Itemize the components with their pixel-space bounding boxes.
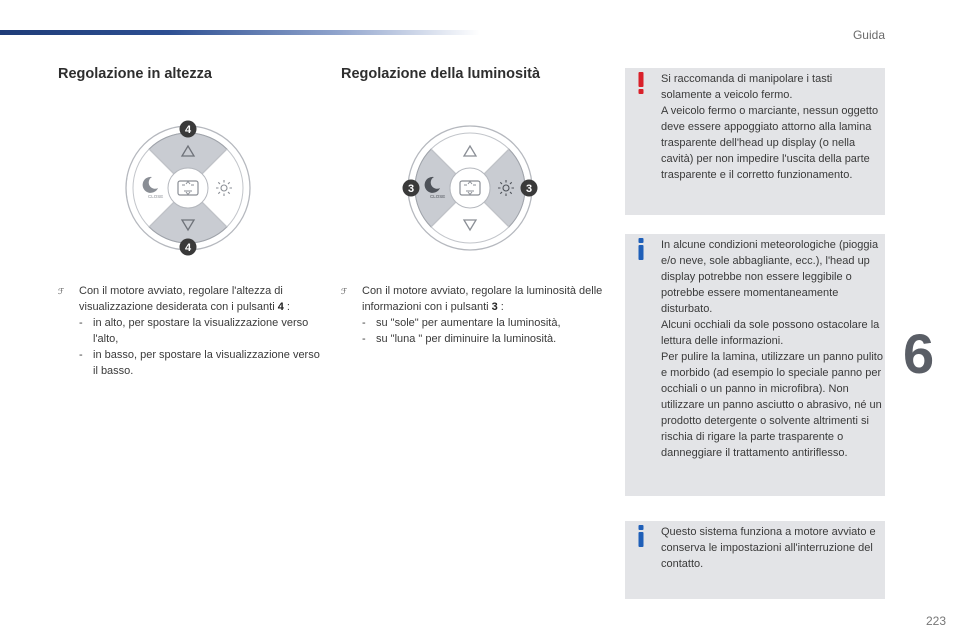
middle-section-title: Regolazione della luminosità [341, 66, 541, 82]
brightness-instructions [341, 283, 603, 347]
section-label: Guida [852, 28, 885, 42]
height-instruction-text: Con il motore avviato, regolare l'altezza di visualizzazione desiderata con i pulsanti 4 : [79, 285, 290, 313]
info-note-system [625, 521, 885, 599]
page-number: 223 [925, 614, 946, 628]
info-note-weather-text: In alcune condizioni meteorologiche (pioggia e/o neve, sole abbagliante, ecc.), l'head up display potrebbe non essere leggibile o potrebbe essere momentaneamente disturbato. Alcuni occhiali da sole possono ostacolare la lettura delle informazioni. Per pulire la lamina, utilizzare un panno pulito e morbido (ad esempio lo speciale panno per occhiali o un panno in microfibra). Non utilizzare un panno asciutto o abrasivo, né un prodotto detergente o solvente altrimenti si rischia di rigare la parte trasparente o danneggiare il trattamento antiriflesso. [661, 239, 883, 459]
label-3-right: 3 [525, 183, 533, 195]
list-item: - su "luna " per diminuire la luminosità. [362, 333, 557, 345]
list-item: - in basso, per spostare la visualizzazione verso il basso. [79, 349, 320, 377]
center-button [168, 168, 208, 208]
warning-note [625, 68, 885, 215]
button-ref-3: 3 [491, 301, 498, 313]
header-bar [0, 30, 480, 35]
chapter-number: 6 [903, 322, 935, 385]
info-note-weather [625, 234, 885, 496]
center-button [450, 168, 490, 208]
warning-note-text: Si raccomanda di manipolare i tasti solamente a veicolo fermo. A veicolo fermo o marciante, nessun oggetto deve essere appoggiato attorno alla lamina trasparente dell'head up display (o nella cavità) per non impedire l'uscita della parte trasparente e il corretto funzionamento. [661, 73, 879, 181]
left-section-title: Regolazione in altezza [58, 66, 212, 82]
bullet-icon: ℱ [341, 287, 348, 296]
label-3-left: 3 [407, 183, 415, 195]
label-4-top: 4 [184, 124, 192, 136]
close-label: CLOSE [430, 194, 446, 199]
brightness-instruction-text: Con il motore avviato, regolare la luminosità delle informazioni con i pulsanti 3 : [362, 285, 603, 313]
height-control-pad-diagram [118, 118, 258, 258]
info-icon [637, 238, 645, 260]
button-ref-4: 4 [277, 301, 284, 313]
label-4-bottom: 4 [184, 242, 192, 254]
close-label: CLOSE [148, 194, 164, 199]
exclamation-icon [637, 72, 645, 94]
brightness-control-pad-diagram [400, 118, 540, 258]
height-instructions [58, 283, 323, 379]
list-item: - su "sole" per aumentare la luminosità, [362, 317, 561, 329]
bullet-icon: ℱ [58, 287, 65, 296]
list-item: - in alto, per spostare la visualizzazione verso l'alto, [79, 317, 309, 345]
info-note-system-text: Questo sistema funziona a motore avviato e conserva le impostazioni all'interruzione del contatto. [661, 526, 876, 570]
info-icon [637, 525, 645, 547]
